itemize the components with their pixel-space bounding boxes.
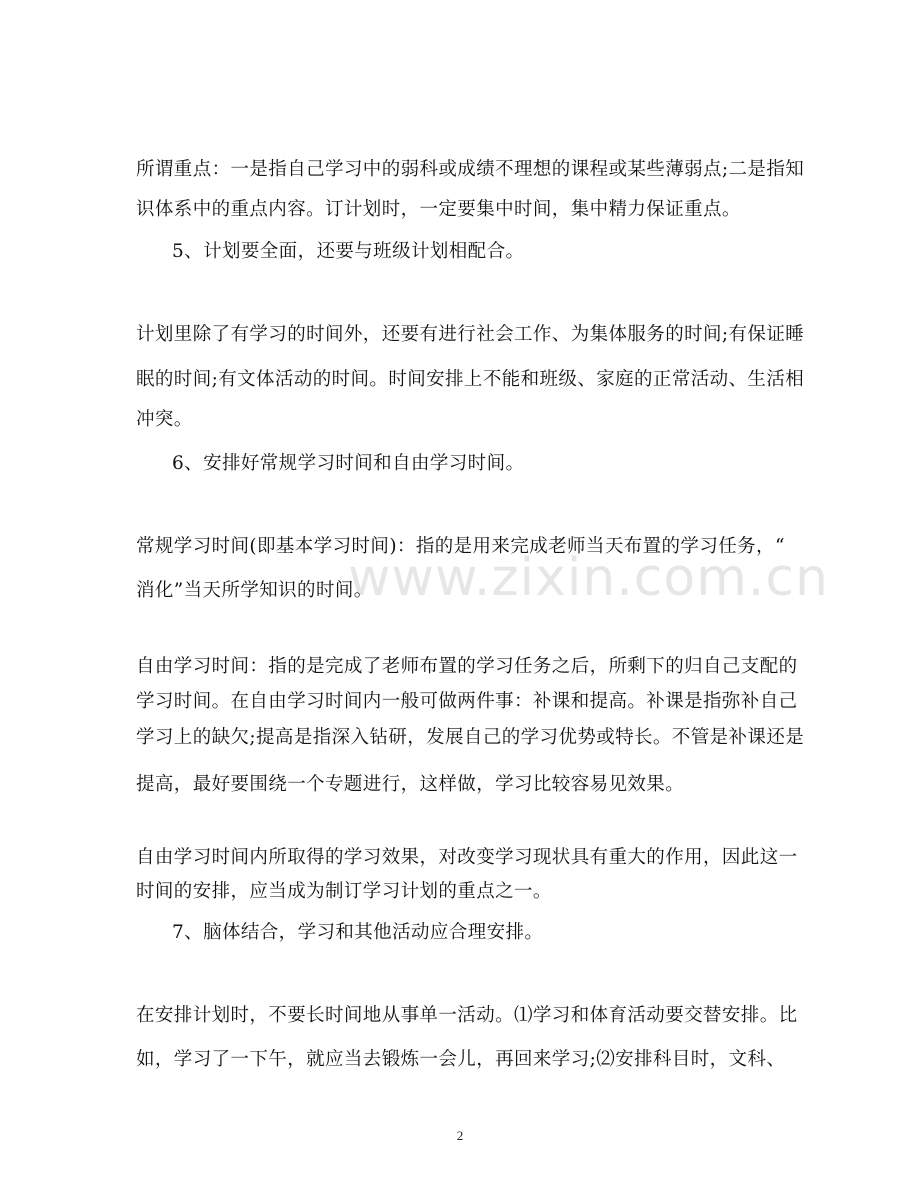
paragraph-line: 提高，最好要围绕一个专题进行，这样做，学习比较容易见效果。 (136, 774, 685, 795)
paragraph-line: 自由学习时间内所取得的学习效果，对改变学习现状具有重大的作用，因此这一 (136, 847, 798, 868)
paragraph-line: 时间的安排，应当成为制订学习计划的重点之一。 (136, 881, 552, 902)
paragraph-line: 在安排计划时，不要长时间地从事单一活动。⑴学习和体育活动要交替安排。比 (136, 1005, 798, 1026)
paragraph-line: 如，学习了一下午，就应当去锻炼一会儿，再回来学习;⑵安排科目时，文科、 (136, 1049, 786, 1070)
paragraph-line: 冲突。 (136, 409, 193, 430)
paragraph-line: 所谓重点：一是指自己学习中的弱科或成绩不理想的课程或某些薄弱点;二是指知 (136, 159, 805, 180)
section-heading-5: 5、计划要全面，还要与班级计划相配合。 (172, 241, 525, 262)
paragraph-line: 眠的时间;有文体活动的时间。时间安排上不能和班级、家庭的正常活动、生活相 (136, 369, 805, 390)
watermark: www.zixin.com.cn (348, 548, 829, 608)
paragraph-line: 计划里除了有学习的时间外，还要有进行社会工作、为集体服务的时间;有保证睡 (136, 324, 805, 345)
paragraph-line: 学习时间。在自由学习时间内一般可做两件事：补课和提高。补课是指弥补自己 (136, 691, 798, 712)
paragraph-line: 消化”当天所学知识的时间。 (136, 580, 373, 601)
page-number: 2 (456, 1128, 464, 1143)
section-heading-7: 7、脑体结合，学习和其他活动应合理安排。 (172, 922, 544, 943)
paragraph-line: 识体系中的重点内容。订计划时，一定要集中时间，集中精力保证重点。 (136, 199, 741, 220)
paragraph-line: 常规学习时间(即基本学习时间)：指的是用来完成老师当天布置的学习任务，“ (136, 536, 785, 557)
paragraph-line: 自由学习时间：指的是完成了老师布置的学习任务之后，所剩下的归自己支配的 (136, 656, 798, 677)
paragraph-line: 学习上的缺欠;提高是指深入钻研，发展自己的学习优势或特长。不管是补课还是 (136, 727, 805, 748)
section-heading-6: 6、安排好常规学习时间和自由学习时间。 (172, 453, 525, 474)
